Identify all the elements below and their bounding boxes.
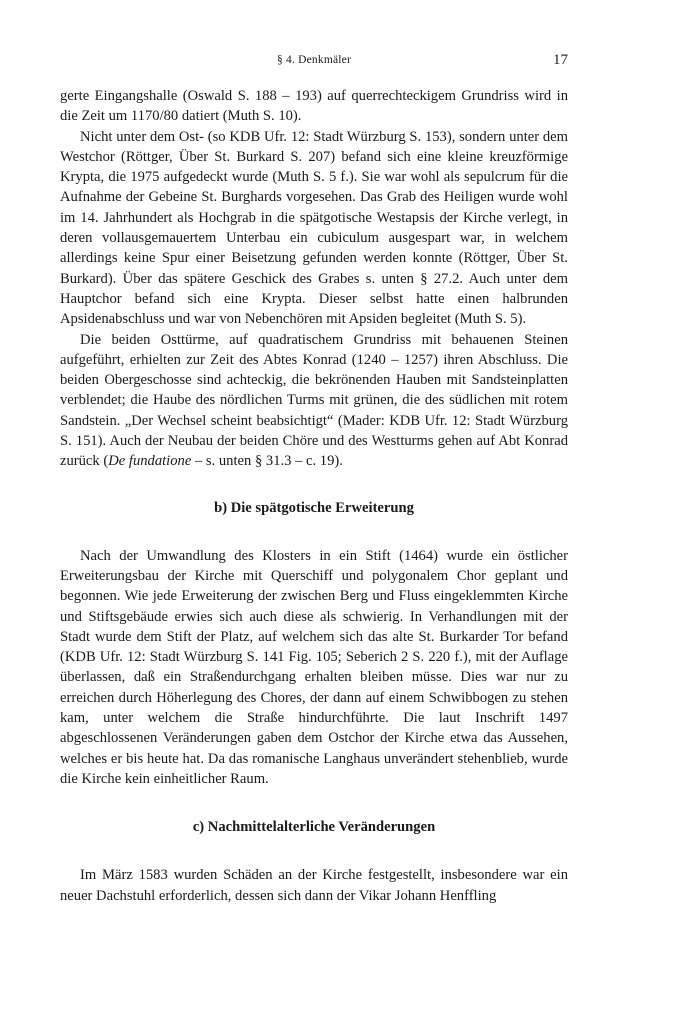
paragraph-text-end: – s. unten § 31.3 – c. 19). bbox=[191, 453, 343, 470]
paragraph-nachmittelalter: Im März 1583 wurden Schäden an der Kirche festgestellt, insbesondere war ein neuer Dachstuhl erforderlich, dessen sich dann der Vikar Johann Henffling bbox=[60, 867, 568, 904]
running-header bbox=[60, 52, 568, 74]
italic-citation: De fundatione bbox=[108, 453, 192, 470]
paragraph-erweiterung: Nach der Umwandlung des Klosters in ein Stift (1464) wurde ein östlicher Erweiterungsbau der Kirche mit Querschiff und polygonalem Chor geplant und begonnen. Wie jede Erweiterung der zwischen Berg und Fluss eingeklemmten Kirche und Stiftsgebäude erwies sich auch diese als schwierig. In Verhandlungen mit der Stadt wurde dem Stift der Platz, auf welchem sich das alte St. Burkarder Tor befand (KDB Ufr. 12: Stadt Würzburg S. 141 Fig. 105; Seberich 2 S. 220 f.), mit der Auflage überlassen, daß ein Straßendurchgang erhalten bleiben müsse. Dies war nur zu erreichen durch Höherlegung des Chores, der dann auf einem Schwibbogen zu stehen kam, unter welchem die Straße hindurchführte. Die laut Inschrift 1497 abgeschlossenen Veränderungen gaben dem Ostchor der Kirche etwa das Aussehen, welches er bis heute hat. Da das romanische Langhaus unverändert stehenblieb, wurde die Kirche kein einheitlicher Raum. bbox=[60, 547, 568, 787]
book-page bbox=[60, 52, 568, 906]
paragraph-text: Die beiden Osttürme, auf quadratischem Grundriss mit behauenen Steinen aufgeführt, erhielten zur Zeit des Abtes Konrad (1240 – 1257) ihren Abschluss. Die beiden Obergeschosse sind achteckig, die bekrönenden Hauben mit Sandsteinplatten verblendet; die Haube des nördlichen Turms mit grünen, die des südlichen mit rotem Sandstein. „Der Wechsel scheint beabsichtigt“ (Mader: KDB Ufr. 12: Stadt Würzburg S. 151). Auch der Neubau der beiden Chöre und des Westturms gehen auf Abt Konrad zurück ( bbox=[60, 331, 568, 470]
paragraph-continuation: gerte Eingangshalle (Oswald S. 188 – 193) auf querrechteckigem Grundriss wird in die Zeit um 1170/80 datiert (Muth S. 10). bbox=[60, 88, 568, 125]
paragraph-osttuerme bbox=[60, 330, 568, 472]
paragraph-krypta: Nicht unter dem Ost- (so KDB Ufr. 12: Stadt Würzburg S. 153), sondern unter dem Westchor (Röttger, Über St. Burkard S. 207) befand sich eine kleine kreuzförmige Krypta, die 1975 aufgedeckt wurde (Muth S. 5 f.). Sie war wohl als sepulcrum für die Aufnahme der Gebeine St. Burghards vorgesehen. Das Grab des Heiligen wurde wohl im 14. Jahrhundert als Hochgrab in die spätgotische Westapsis der Kirche verlegt, in deren vollausgemauertem Unterbau ein cubiculum ausgespart war, in welchem allerdings keine Spur einer Beisetzung gefunden werden konnte (Röttger, Über St. Burkard). Über das spätere Geschick des Grabes s. unten § 27.2. Auch unter dem Hauptchor befand sich eine Krypta. Dieser selbst hatte einen halbrunden Apsidenabschluss und war von Nebenchören mit Apsiden begleitet (Muth S. 5). bbox=[60, 128, 568, 328]
page-number: 17 bbox=[553, 52, 568, 68]
section-heading-c: c) Nachmittelalterliche Veränderungen bbox=[192, 819, 436, 836]
section-heading-b: b) Die spätgotische Erweiterung bbox=[214, 499, 414, 516]
running-title: § 4. Denkmäler bbox=[276, 54, 351, 66]
